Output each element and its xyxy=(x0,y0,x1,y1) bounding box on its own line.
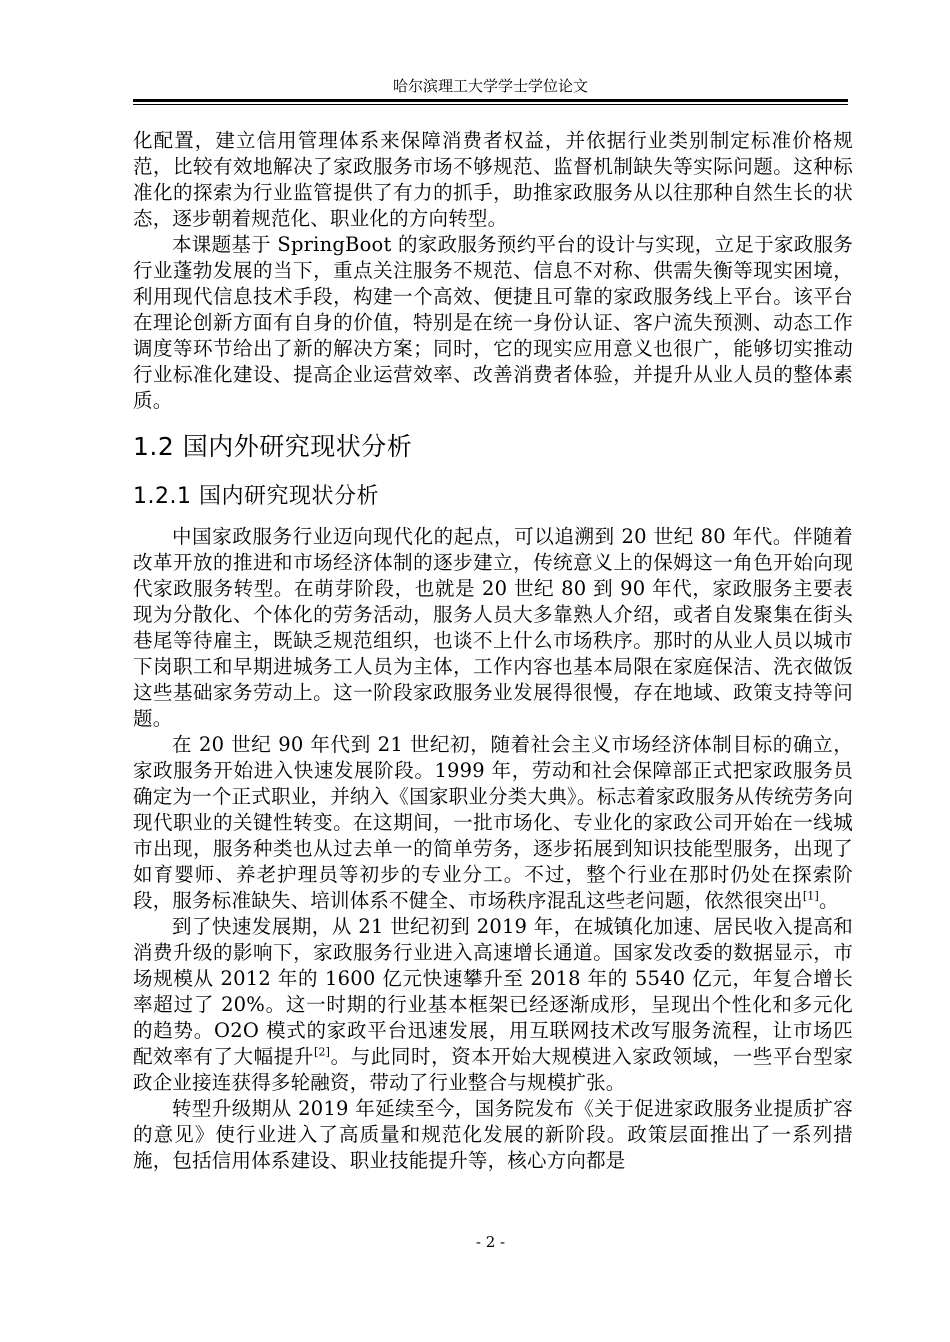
paragraph-topic: 本课题基于 SpringBoot 的家政服务预约平台的设计与实现，立足于家政服务行业蓬勃发展的当下，重点关注服务不规范、信息不对称、供需失衡等现实困境，利用现代信息技术手段，构建一个高效、便捷且可靠的家政服务线上平台。该平台在理论创新方面有自身的价值，特别是在统一身份认证、客户流失预测、动态工作调度等环节给出了新的解决方案；同时，它的现实应用意义也很广，能够切实推动行业标准化建设、提高企业运营效率、改善消费者体验，并提升从业人员的整体素质。 xyxy=(133,233,853,412)
paragraph-history-4: 转型升级期从 2019 年延续至今，国务院发布《关于促进家政服务业提质扩容的意见》使行业进入了高质量和规范化发展的新阶段。政策层面推出了一系列措施，包括信用体系建设、职业技能提升等，核心方向都是 xyxy=(133,1097,853,1172)
subsection-heading: 1.2.1 国内研究现状分析 xyxy=(133,484,379,509)
body-text xyxy=(133,128,853,1174)
paragraph-text-end: 。与此同时，资本开始大规模进入家政领域，一些平台型家政企业接连获得多轮融资，带动了行业整合与规模扩张。 xyxy=(133,1045,853,1094)
running-header: 哈尔滨理工大学学士学位论文 xyxy=(392,77,588,95)
paragraph-text-end: 。 xyxy=(819,889,839,912)
paragraph-history-1: 中国家政服务行业迈向现代化的起点，可以追溯到 20 世纪 80 年代。伴随着改革开放的推进和市场经济体制的逐步建立，传统意义上的保姆这一角色开始向现代家政服务转型。在萌芽阶段，也就是 20 世纪 80 到 90 年代，家政服务主要表现为分散化、个体化的劳务活动，服务人员大多靠熟人介绍，或者自发聚集在街头巷尾等待雇主，既缺乏规范组织，也谈不上什么市场秩序。那时的从业人员以城市下岗职工和早期进城务工人员为主体，工作内容也基本局限在家庭保洁、洗衣做饭这些基础家务劳动上。这一阶段家政服务业发展得很慢，存在地域、政策支持等问题。 xyxy=(133,525,853,730)
paragraph-continued: 化配置，建立信用管理体系来保障消费者权益，并依据行业类别制定标准价格规范，比较有效地解决了家政服务市场不够规范、监督机制缺失等实际问题。这种标准化的探索为行业监管提供了有力的抓手，助推家政服务从以往那种自然生长的状态，逐步朝着规范化、职业化的方向转型。 xyxy=(133,129,853,230)
citation-1[interactable]: [1] xyxy=(802,889,819,903)
paragraph-text: 到了快速发展期，从 21 世纪初到 2019 年，在城镇化加速、居民收入提高和消费升级的影响下，家政服务行业进入高速增长通道。国家发改委的数据显示，市场规模从 2012 年的 1600 亿元快速攀升至 2018 年的 5540 亿元，年复合增长率超过了 20%。这一时期的行业基本框架已经逐渐成形，呈现出个性化和多元化的趋势。O2O 模式的家政平台迅速发展，用互联网技术改写服务流程，让市场匹配效率有了大幅提升 xyxy=(133,915,853,1068)
citation-2[interactable]: [2] xyxy=(313,1045,331,1059)
page-number: - 2 - xyxy=(475,1233,506,1251)
header-rule-thick xyxy=(133,99,848,102)
paragraph-history-3 xyxy=(133,914,853,1096)
paragraph-text: 在 20 世纪 90 年代到 21 世纪初，随着社会主义市场经济体制目标的确立，家政服务开始进入快速发展阶段。1999 年，劳动和社会保障部正式把家政服务员确定为一个正式职业，并纳入《国家职业分类大典》。标志着家政服务从传统劳务向现代职业的关键性转变。在这期间，一批市场化、专业化的家政公司开始在一线城市出现，服务种类也从过去单一的简单劳务，逐步拓展到知识技能型服务，出现了如育婴师、养老护理员等初步的专业分工。不过，整个行业在那时仍处在探索阶段，服务标准缺失、培训体系不健全、市场秩序混乱这些老问题，依然很突出 xyxy=(133,733,853,912)
section-heading: 1.2 国内外研究现状分析 xyxy=(133,432,413,461)
paragraph-history-2 xyxy=(133,732,853,914)
header-rule-thin xyxy=(133,104,848,105)
